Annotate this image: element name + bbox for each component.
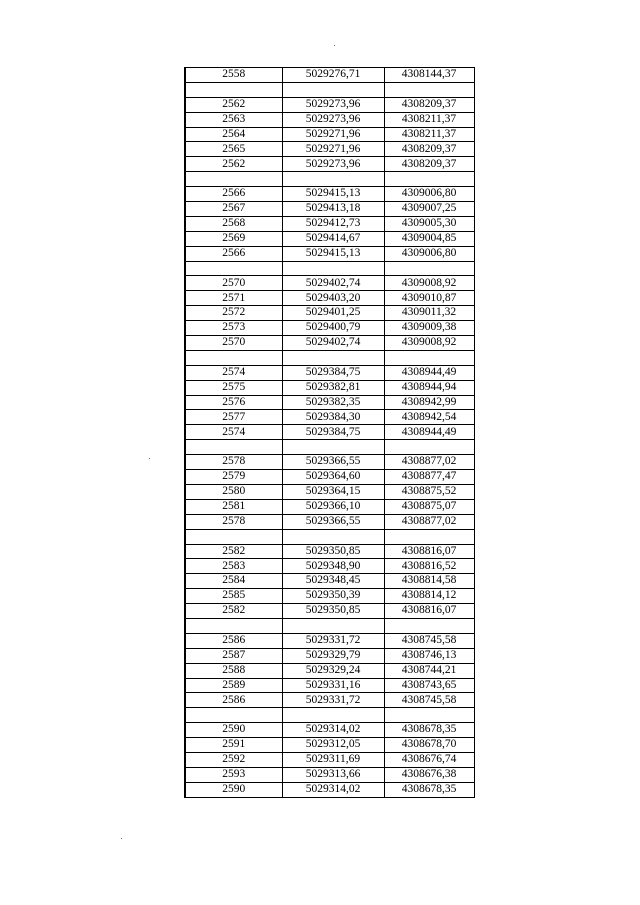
table-row (185, 455, 474, 470)
point-number-cell: 2591 (185, 738, 282, 753)
x-coordinate-cell: 5029273,96 (282, 157, 384, 172)
y-coordinate-cell: 4309006,80 (384, 246, 474, 261)
point-number-cell: 2593 (185, 767, 282, 782)
x-coordinate-cell: 5029311,69 (282, 752, 384, 767)
y-coordinate-cell: 4308877,47 (384, 470, 474, 485)
point-number-cell: 2586 (185, 633, 282, 648)
x-coordinate-cell: 5029413,18 (282, 202, 384, 217)
point-number-cell: 2576 (185, 395, 282, 410)
point-number-cell: 2558 (185, 68, 282, 83)
x-coordinate-cell: 5029400,79 (282, 321, 384, 336)
y-coordinate-cell: 4308944,49 (384, 365, 474, 380)
y-coordinate-cell (384, 350, 474, 365)
point-number-cell: 2571 (185, 291, 282, 306)
x-coordinate-cell: 5029348,45 (282, 574, 384, 589)
point-number-cell (185, 529, 282, 544)
y-coordinate-cell (384, 82, 474, 97)
table-row (185, 782, 474, 797)
y-coordinate-cell: 4308814,12 (384, 589, 474, 604)
y-coordinate-cell: 4308877,02 (384, 455, 474, 470)
table-row (185, 559, 474, 574)
y-coordinate-cell: 4308211,37 (384, 112, 474, 127)
table-row (185, 752, 474, 767)
point-number-cell: 2573 (185, 321, 282, 336)
table-row (185, 216, 474, 231)
point-number-cell (185, 350, 282, 365)
table-row (185, 321, 474, 336)
table-spacer-row (185, 350, 474, 365)
y-coordinate-cell (384, 618, 474, 633)
x-coordinate-cell: 5029402,74 (282, 336, 384, 351)
y-coordinate-cell: 4308745,58 (384, 693, 474, 708)
y-coordinate-cell: 4309007,25 (384, 202, 474, 217)
x-coordinate-cell: 5029366,55 (282, 514, 384, 529)
table-row (185, 470, 474, 485)
point-number-cell: 2567 (185, 202, 282, 217)
point-number-cell: 2574 (185, 425, 282, 440)
x-coordinate-cell: 5029366,55 (282, 455, 384, 470)
table-row (185, 738, 474, 753)
point-number-cell: 2587 (185, 648, 282, 663)
table-row (185, 767, 474, 782)
point-number-cell: 2585 (185, 589, 282, 604)
x-coordinate-cell: 5029401,25 (282, 306, 384, 321)
y-coordinate-cell: 4308209,37 (384, 97, 474, 112)
y-coordinate-cell: 4308942,54 (384, 410, 474, 425)
y-coordinate-cell: 4309008,92 (384, 336, 474, 351)
table-row (185, 68, 474, 83)
x-coordinate-cell: 5029348,90 (282, 559, 384, 574)
x-coordinate-cell (282, 172, 384, 187)
x-coordinate-cell (282, 708, 384, 723)
table-row (185, 693, 474, 708)
point-number-cell: 2562 (185, 157, 282, 172)
x-coordinate-cell: 5029273,96 (282, 112, 384, 127)
x-coordinate-cell: 5029366,10 (282, 499, 384, 514)
point-number-cell (185, 708, 282, 723)
point-number-cell: 2566 (185, 246, 282, 261)
table-spacer-row (185, 440, 474, 455)
table-row (185, 574, 474, 589)
point-number-cell: 2590 (185, 723, 282, 738)
x-coordinate-cell (282, 82, 384, 97)
y-coordinate-cell: 4308209,37 (384, 142, 474, 157)
point-number-cell: 2592 (185, 752, 282, 767)
point-number-cell: 2580 (185, 484, 282, 499)
x-coordinate-cell: 5029415,13 (282, 246, 384, 261)
point-number-cell: 2584 (185, 574, 282, 589)
table-spacer-row (185, 82, 474, 97)
table-row (185, 633, 474, 648)
table-row (185, 678, 474, 693)
y-coordinate-cell: 4308875,52 (384, 484, 474, 499)
table-row (185, 604, 474, 619)
table-row (185, 231, 474, 246)
x-coordinate-cell: 5029414,67 (282, 231, 384, 246)
x-coordinate-cell: 5029412,73 (282, 216, 384, 231)
table-row (185, 514, 474, 529)
x-coordinate-cell: 5029364,60 (282, 470, 384, 485)
y-coordinate-cell: 4309009,38 (384, 321, 474, 336)
x-coordinate-cell (282, 618, 384, 633)
table-row (185, 142, 474, 157)
point-number-cell: 2574 (185, 365, 282, 380)
table-row (185, 306, 474, 321)
y-coordinate-cell: 4309010,87 (384, 291, 474, 306)
x-coordinate-cell: 5029271,96 (282, 127, 384, 142)
y-coordinate-cell: 4308676,38 (384, 767, 474, 782)
table-spacer-row (185, 708, 474, 723)
x-coordinate-cell: 5029331,16 (282, 678, 384, 693)
x-coordinate-cell: 5029415,13 (282, 187, 384, 202)
table-spacer-row (185, 261, 474, 276)
x-coordinate-cell: 5029403,20 (282, 291, 384, 306)
x-coordinate-cell (282, 529, 384, 544)
point-number-cell (185, 440, 282, 455)
table-spacer-row (185, 529, 474, 544)
table-row (185, 484, 474, 499)
table-row (185, 112, 474, 127)
table-row (185, 127, 474, 142)
point-number-cell (185, 82, 282, 97)
point-number-cell: 2589 (185, 678, 282, 693)
table-row (185, 157, 474, 172)
y-coordinate-cell: 4309005,30 (384, 216, 474, 231)
x-coordinate-cell (282, 350, 384, 365)
x-coordinate-cell (282, 440, 384, 455)
x-coordinate-cell: 5029350,85 (282, 604, 384, 619)
x-coordinate-cell: 5029384,30 (282, 410, 384, 425)
x-coordinate-cell: 5029331,72 (282, 633, 384, 648)
table-row (185, 246, 474, 261)
y-coordinate-cell (384, 708, 474, 723)
table-row (185, 723, 474, 738)
x-coordinate-cell: 5029384,75 (282, 425, 384, 440)
table-row (185, 395, 474, 410)
scan-speck (121, 838, 122, 839)
x-coordinate-cell: 5029329,24 (282, 663, 384, 678)
table-row (185, 97, 474, 112)
table-row (185, 187, 474, 202)
point-number-cell (185, 618, 282, 633)
point-number-cell (185, 261, 282, 276)
y-coordinate-cell (384, 440, 474, 455)
table-row (185, 499, 474, 514)
scan-speck (334, 45, 335, 46)
point-number-cell: 2570 (185, 336, 282, 351)
x-coordinate-cell: 5029273,96 (282, 97, 384, 112)
y-coordinate-cell: 4308816,07 (384, 604, 474, 619)
table-row (185, 202, 474, 217)
point-number-cell: 2588 (185, 663, 282, 678)
point-number-cell: 2578 (185, 514, 282, 529)
y-coordinate-cell: 4308944,49 (384, 425, 474, 440)
table-row (185, 336, 474, 351)
point-number-cell: 2577 (185, 410, 282, 425)
table-row (185, 425, 474, 440)
x-coordinate-cell: 5029312,05 (282, 738, 384, 753)
x-coordinate-cell: 5029271,96 (282, 142, 384, 157)
x-coordinate-cell: 5029314,02 (282, 723, 384, 738)
x-coordinate-cell: 5029329,79 (282, 648, 384, 663)
x-coordinate-cell: 5029384,75 (282, 365, 384, 380)
point-number-cell: 2581 (185, 499, 282, 514)
scan-speck (149, 458, 150, 459)
x-coordinate-cell (282, 261, 384, 276)
point-number-cell: 2582 (185, 604, 282, 619)
table-spacer-row (185, 618, 474, 633)
point-number-cell: 2579 (185, 470, 282, 485)
coordinates-table-body (185, 68, 474, 798)
point-number-cell: 2575 (185, 380, 282, 395)
y-coordinate-cell: 4308814,58 (384, 574, 474, 589)
y-coordinate-cell: 4308211,37 (384, 127, 474, 142)
y-coordinate-cell: 4308877,02 (384, 514, 474, 529)
x-coordinate-cell: 5029314,02 (282, 782, 384, 797)
table-row (185, 291, 474, 306)
y-coordinate-cell: 4309008,92 (384, 276, 474, 291)
point-number-cell: 2569 (185, 231, 282, 246)
x-coordinate-cell: 5029402,74 (282, 276, 384, 291)
y-coordinate-cell (384, 172, 474, 187)
y-coordinate-cell: 4308209,37 (384, 157, 474, 172)
point-number-cell: 2586 (185, 693, 282, 708)
table-row (185, 544, 474, 559)
y-coordinate-cell: 4308816,52 (384, 559, 474, 574)
point-number-cell: 2582 (185, 544, 282, 559)
x-coordinate-cell: 5029313,66 (282, 767, 384, 782)
point-number-cell: 2572 (185, 306, 282, 321)
y-coordinate-cell: 4308676,74 (384, 752, 474, 767)
y-coordinate-cell: 4308944,94 (384, 380, 474, 395)
point-number-cell (185, 172, 282, 187)
point-number-cell: 2583 (185, 559, 282, 574)
y-coordinate-cell: 4308678,35 (384, 723, 474, 738)
point-number-cell: 2578 (185, 455, 282, 470)
y-coordinate-cell: 4308678,70 (384, 738, 474, 753)
table-spacer-row (185, 172, 474, 187)
point-number-cell: 2590 (185, 782, 282, 797)
x-coordinate-cell: 5029331,72 (282, 693, 384, 708)
y-coordinate-cell: 4308745,58 (384, 633, 474, 648)
table-row (185, 276, 474, 291)
x-coordinate-cell: 5029382,35 (282, 395, 384, 410)
table-row (185, 663, 474, 678)
y-coordinate-cell: 4308144,37 (384, 68, 474, 83)
x-coordinate-cell: 5029350,85 (282, 544, 384, 559)
y-coordinate-cell: 4308942,99 (384, 395, 474, 410)
point-number-cell: 2570 (185, 276, 282, 291)
y-coordinate-cell: 4309004,85 (384, 231, 474, 246)
y-coordinate-cell: 4308678,35 (384, 782, 474, 797)
x-coordinate-cell: 5029382,81 (282, 380, 384, 395)
y-coordinate-cell: 4308744,21 (384, 663, 474, 678)
y-coordinate-cell (384, 261, 474, 276)
table-row (185, 365, 474, 380)
table-row (185, 648, 474, 663)
point-number-cell: 2565 (185, 142, 282, 157)
point-number-cell: 2562 (185, 97, 282, 112)
y-coordinate-cell: 4308816,07 (384, 544, 474, 559)
y-coordinate-cell: 4308875,07 (384, 499, 474, 514)
y-coordinate-cell: 4308746,13 (384, 648, 474, 663)
y-coordinate-cell: 4309011,32 (384, 306, 474, 321)
coordinates-table (184, 67, 475, 798)
x-coordinate-cell: 5029276,71 (282, 68, 384, 83)
y-coordinate-cell: 4308743,65 (384, 678, 474, 693)
point-number-cell: 2568 (185, 216, 282, 231)
y-coordinate-cell (384, 529, 474, 544)
point-number-cell: 2563 (185, 112, 282, 127)
x-coordinate-cell: 5029364,15 (282, 484, 384, 499)
point-number-cell: 2564 (185, 127, 282, 142)
table-row (185, 410, 474, 425)
x-coordinate-cell: 5029350,39 (282, 589, 384, 604)
table-row (185, 380, 474, 395)
y-coordinate-cell: 4309006,80 (384, 187, 474, 202)
table-row (185, 589, 474, 604)
point-number-cell: 2566 (185, 187, 282, 202)
